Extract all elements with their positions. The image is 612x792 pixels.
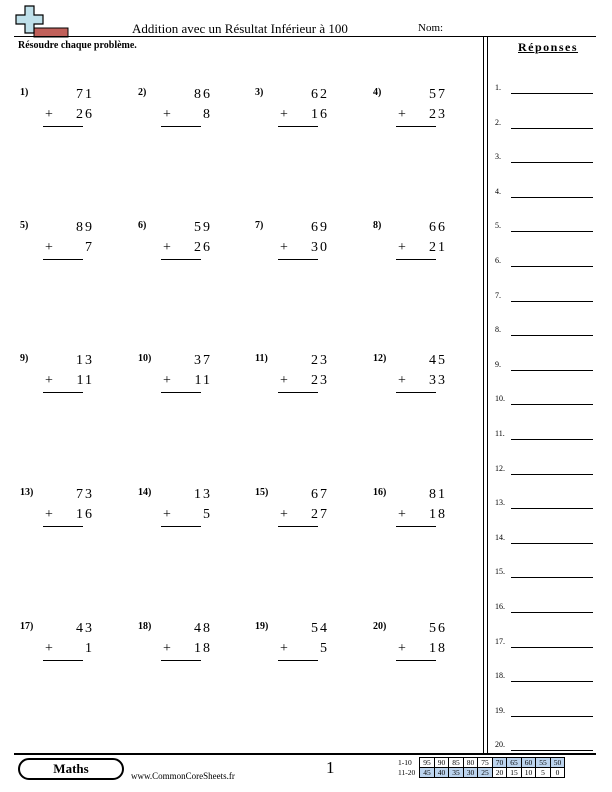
score-cell: 50 bbox=[550, 758, 565, 768]
score-cell: 10 bbox=[521, 768, 536, 778]
score-cell: 35 bbox=[449, 768, 464, 778]
first-addend: 73 bbox=[76, 487, 94, 502]
second-addend: 16 bbox=[311, 107, 329, 122]
sum-line bbox=[396, 126, 436, 127]
problem-16 bbox=[373, 487, 453, 547]
first-addend: 81 bbox=[429, 487, 447, 502]
plus-sign: + bbox=[280, 373, 288, 388]
first-addend: 48 bbox=[194, 621, 212, 636]
answer-blank[interactable] bbox=[511, 647, 593, 648]
score-cell: 20 bbox=[492, 768, 507, 778]
score-cell: 60 bbox=[521, 758, 536, 768]
answer-number: 3. bbox=[495, 152, 501, 162]
first-addend: 57 bbox=[429, 87, 447, 102]
sum-line bbox=[396, 526, 436, 527]
problem-20 bbox=[373, 621, 453, 681]
answer-number: 5. bbox=[495, 221, 501, 231]
sum-line bbox=[43, 259, 83, 260]
answer-blank[interactable] bbox=[511, 128, 593, 129]
sum-line bbox=[278, 392, 318, 393]
answer-blank[interactable] bbox=[511, 162, 593, 163]
answer-number: 9. bbox=[495, 359, 501, 369]
first-addend: 23 bbox=[311, 353, 329, 368]
answer-line-5[interactable] bbox=[495, 218, 595, 232]
worksheet-title: Addition avec un Résultat Inférieur à 100 bbox=[132, 21, 348, 36]
answer-blank[interactable] bbox=[511, 577, 593, 578]
problem-4 bbox=[373, 87, 453, 147]
sum-line bbox=[396, 259, 436, 260]
problem-12 bbox=[373, 353, 453, 413]
first-addend: 71 bbox=[76, 87, 94, 102]
problem-number: 20) bbox=[373, 621, 387, 632]
first-addend: 62 bbox=[311, 87, 329, 102]
answer-number: 19. bbox=[495, 705, 505, 715]
score-cell: 25 bbox=[478, 768, 493, 778]
answer-line-20[interactable] bbox=[495, 737, 595, 751]
answer-blank[interactable] bbox=[511, 750, 593, 751]
problem-number: 14) bbox=[138, 487, 152, 498]
answer-line-10[interactable] bbox=[495, 391, 595, 405]
answer-line-8[interactable] bbox=[495, 322, 595, 336]
second-addend: 1 bbox=[85, 641, 94, 656]
answer-number: 13. bbox=[495, 498, 505, 508]
problem-number: 12) bbox=[373, 353, 387, 364]
answer-column-divider bbox=[487, 37, 488, 753]
instructions: Résoudre chaque problème. bbox=[18, 40, 137, 51]
plus-sign: + bbox=[45, 507, 53, 522]
score-range: 11-20 bbox=[398, 768, 416, 777]
problem-9 bbox=[20, 353, 100, 413]
sum-line bbox=[278, 660, 318, 661]
plus-sign: + bbox=[163, 373, 171, 388]
plus-sign: + bbox=[163, 240, 171, 255]
problem-number: 19) bbox=[255, 621, 269, 632]
sum-line bbox=[161, 259, 201, 260]
second-addend: 11 bbox=[76, 373, 94, 388]
answer-line-16[interactable] bbox=[495, 599, 595, 613]
plus-sign: + bbox=[45, 373, 53, 388]
plus-sign: + bbox=[163, 107, 171, 122]
first-addend: 13 bbox=[76, 353, 94, 368]
answer-blank[interactable] bbox=[511, 301, 593, 302]
second-addend: 23 bbox=[429, 107, 447, 122]
score-table bbox=[398, 757, 565, 778]
first-addend: 13 bbox=[194, 487, 212, 502]
plus-sign: + bbox=[398, 507, 406, 522]
plus-sign: + bbox=[163, 641, 171, 656]
score-cell: 15 bbox=[507, 768, 522, 778]
footer-divider bbox=[14, 753, 596, 755]
problem-18 bbox=[138, 621, 218, 681]
answer-blank[interactable] bbox=[511, 266, 593, 267]
plus-sign: + bbox=[280, 107, 288, 122]
answer-line-13[interactable] bbox=[495, 495, 595, 509]
answer-blank[interactable] bbox=[511, 508, 593, 509]
sum-line bbox=[161, 392, 201, 393]
problem-17 bbox=[20, 621, 100, 681]
second-addend: 27 bbox=[311, 507, 329, 522]
problem-19 bbox=[255, 621, 335, 681]
second-addend: 18 bbox=[429, 641, 447, 656]
answer-number: 18. bbox=[495, 671, 505, 681]
answer-number: 11. bbox=[495, 429, 505, 438]
problem-11 bbox=[255, 353, 335, 413]
problem-15 bbox=[255, 487, 335, 547]
plus-sign: + bbox=[398, 641, 406, 656]
first-addend: 43 bbox=[76, 621, 94, 636]
problem-number: 6) bbox=[138, 220, 147, 231]
problem-number: 15) bbox=[255, 487, 269, 498]
plus-sign: + bbox=[45, 240, 53, 255]
answer-number: 10. bbox=[495, 394, 505, 404]
first-addend: 69 bbox=[311, 220, 329, 235]
problem-2 bbox=[138, 87, 218, 147]
plus-sign: + bbox=[45, 641, 53, 656]
sum-line bbox=[43, 392, 83, 393]
second-addend: 26 bbox=[76, 107, 94, 122]
sum-line bbox=[43, 126, 83, 127]
first-addend: 54 bbox=[311, 621, 329, 636]
answer-line-9[interactable] bbox=[495, 357, 595, 371]
sum-line bbox=[161, 126, 201, 127]
answer-blank[interactable] bbox=[511, 370, 593, 371]
problem-14 bbox=[138, 487, 218, 547]
second-addend: 18 bbox=[194, 641, 212, 656]
answer-blank[interactable] bbox=[511, 716, 593, 717]
problem-number: 4) bbox=[373, 87, 382, 98]
answer-line-15[interactable] bbox=[495, 564, 595, 578]
second-addend: 5 bbox=[203, 507, 212, 522]
second-addend: 30 bbox=[311, 240, 329, 255]
answer-number: 20. bbox=[495, 740, 505, 750]
plus-sign: + bbox=[280, 240, 288, 255]
plus-sign: + bbox=[163, 507, 171, 522]
answers-heading: Réponses bbox=[518, 40, 579, 54]
plus-sign-logo-icon bbox=[14, 4, 70, 38]
answer-blank[interactable] bbox=[511, 543, 593, 544]
score-cell: 85 bbox=[449, 758, 464, 768]
plus-sign: + bbox=[45, 107, 53, 122]
second-addend: 16 bbox=[76, 507, 94, 522]
answer-number: 17. bbox=[495, 636, 505, 646]
answer-number: 2. bbox=[495, 117, 501, 127]
problem-number: 17) bbox=[20, 621, 34, 632]
answer-number: 1. bbox=[495, 83, 501, 92]
answer-number: 14. bbox=[495, 532, 505, 542]
header-divider bbox=[14, 36, 596, 37]
second-addend: 33 bbox=[429, 373, 447, 388]
problem-13 bbox=[20, 487, 100, 547]
answer-line-18[interactable] bbox=[495, 668, 595, 682]
page-number: 1 bbox=[326, 758, 335, 777]
answer-blank[interactable] bbox=[511, 404, 593, 405]
plus-sign: + bbox=[398, 107, 406, 122]
score-cell: 70 bbox=[492, 758, 507, 768]
problem-number: 8) bbox=[373, 220, 382, 231]
problem-number: 11) bbox=[255, 353, 268, 364]
second-addend: 23 bbox=[311, 373, 329, 388]
problem-7 bbox=[255, 220, 335, 280]
score-cell: 45 bbox=[420, 768, 435, 778]
answer-line-4[interactable] bbox=[495, 184, 595, 198]
problem-number: 7) bbox=[255, 220, 264, 231]
answer-number: 15. bbox=[495, 567, 505, 577]
score-cell: 5 bbox=[536, 768, 551, 778]
second-addend: 26 bbox=[194, 240, 212, 255]
problem-number: 3) bbox=[255, 87, 264, 98]
score-cell: 40 bbox=[434, 768, 449, 778]
first-addend: 67 bbox=[311, 487, 329, 502]
answer-number: 8. bbox=[495, 325, 501, 335]
problem-6 bbox=[138, 220, 218, 280]
first-addend: 56 bbox=[429, 621, 447, 636]
answer-column-divider bbox=[483, 37, 484, 753]
answer-blank[interactable] bbox=[511, 231, 593, 232]
problem-number: 10) bbox=[138, 353, 152, 364]
sum-line bbox=[396, 392, 436, 393]
first-addend: 45 bbox=[429, 353, 447, 368]
first-addend: 86 bbox=[194, 87, 212, 102]
answer-number: 12. bbox=[495, 463, 505, 473]
answer-number: 7. bbox=[495, 290, 501, 300]
answer-line-3[interactable] bbox=[495, 149, 595, 163]
answer-line-17[interactable] bbox=[495, 634, 595, 648]
first-addend: 59 bbox=[194, 220, 212, 235]
answer-line-11[interactable] bbox=[495, 426, 595, 440]
first-addend: 37 bbox=[194, 353, 212, 368]
problem-number: 9) bbox=[20, 353, 29, 364]
sum-line bbox=[43, 526, 83, 527]
score-cell: 65 bbox=[507, 758, 522, 768]
answer-line-1[interactable] bbox=[495, 80, 595, 94]
second-addend: 8 bbox=[203, 107, 212, 122]
answer-number: 16. bbox=[495, 602, 505, 611]
answer-number: 6. bbox=[495, 256, 501, 265]
second-addend: 18 bbox=[429, 507, 447, 522]
score-row bbox=[398, 768, 565, 778]
sum-line bbox=[278, 259, 318, 260]
score-cell: 0 bbox=[550, 768, 565, 778]
answer-line-14[interactable] bbox=[495, 530, 595, 544]
problem-number: 2) bbox=[138, 87, 147, 98]
problem-8 bbox=[373, 220, 453, 280]
problem-number: 13) bbox=[20, 487, 34, 498]
first-addend: 66 bbox=[429, 220, 447, 235]
answer-blank[interactable] bbox=[511, 439, 593, 440]
answer-line-7[interactable] bbox=[495, 288, 595, 302]
score-cell: 95 bbox=[420, 758, 435, 768]
website-link[interactable]: www.CommonCoreSheets.fr bbox=[131, 771, 235, 781]
answer-blank[interactable] bbox=[511, 474, 593, 475]
score-cell: 30 bbox=[463, 768, 478, 778]
sum-line bbox=[161, 526, 201, 527]
answer-number: 4. bbox=[495, 186, 501, 196]
problem-1 bbox=[20, 87, 100, 147]
answer-blank[interactable] bbox=[511, 612, 593, 613]
problem-number: 1) bbox=[20, 87, 29, 98]
problem-5 bbox=[20, 220, 100, 280]
sum-line bbox=[43, 660, 83, 661]
first-addend: 89 bbox=[76, 220, 94, 235]
problem-number: 5) bbox=[20, 220, 29, 231]
plus-sign: + bbox=[280, 641, 288, 656]
plus-sign: + bbox=[280, 507, 288, 522]
score-cell: 80 bbox=[463, 758, 478, 768]
name-label: Nom: bbox=[418, 22, 444, 34]
answer-blank[interactable] bbox=[511, 681, 593, 682]
score-cell: 55 bbox=[536, 758, 551, 768]
sum-line bbox=[278, 526, 318, 527]
answer-line-2[interactable] bbox=[495, 115, 595, 129]
second-addend: 7 bbox=[85, 240, 94, 255]
score-range: 1-10 bbox=[398, 758, 412, 767]
plus-sign: + bbox=[398, 373, 406, 388]
score-row bbox=[398, 758, 565, 768]
subject-badge: Maths bbox=[18, 758, 124, 780]
sum-line bbox=[278, 126, 318, 127]
sum-line bbox=[396, 660, 436, 661]
answer-line-19[interactable] bbox=[495, 703, 595, 717]
score-cell: 90 bbox=[434, 758, 449, 768]
second-addend: 21 bbox=[429, 240, 447, 255]
plus-sign: + bbox=[398, 240, 406, 255]
second-addend: 5 bbox=[320, 641, 329, 656]
answer-blank[interactable] bbox=[511, 197, 593, 198]
problem-10 bbox=[138, 353, 218, 413]
problem-number: 18) bbox=[138, 621, 152, 632]
score-cell: 75 bbox=[478, 758, 493, 768]
answer-blank[interactable] bbox=[511, 93, 593, 94]
sum-line bbox=[161, 660, 201, 661]
answer-line-6[interactable] bbox=[495, 253, 595, 267]
problem-3 bbox=[255, 87, 335, 147]
problem-number: 16) bbox=[373, 487, 387, 498]
answer-line-12[interactable] bbox=[495, 461, 595, 475]
second-addend: 11 bbox=[194, 373, 212, 388]
answer-blank[interactable] bbox=[511, 335, 593, 336]
